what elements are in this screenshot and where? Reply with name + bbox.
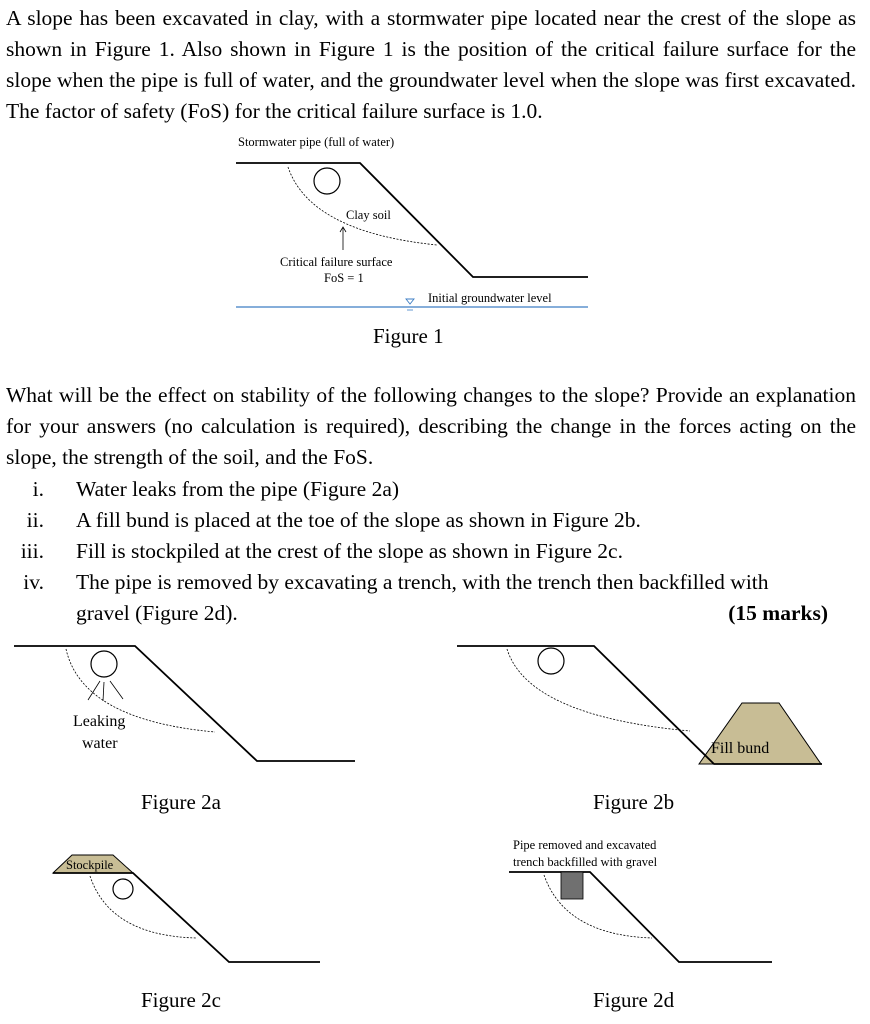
item-text: gravel (Figure 2d).	[76, 601, 238, 625]
intro-paragraph: A slope has been excavated in clay, with a stormwater pipe located near the crest of the slope as shown in Figure 1. Also shown in Figure 1 is the position of the critical failure surface for the slope when the pipe is full of water, and the groundwater level when the slope was first excavated. The factor of safety (FoS) for the critical failure surface is 1.0.	[6, 6, 856, 123]
ground-profile-2c	[53, 873, 320, 962]
pipe-label: Stormwater pipe (full of water)	[238, 135, 395, 149]
figure-1-caption: Figure 1	[373, 324, 444, 348]
ground-profile-2a	[14, 646, 355, 761]
gravel-trench	[561, 872, 583, 899]
item-number: i.	[32, 477, 44, 501]
trench-label-2: trench backfilled with gravel	[513, 855, 658, 869]
figure-2a	[14, 646, 355, 814]
leak-arrow-right	[110, 681, 123, 699]
failure-surface-2c	[90, 876, 197, 938]
question-paragraph: What will be the effect on stability of the following changes to the slope? Provide an explanation for your answers (no calculation is required), describing the change in the forces acting on the slope, the strength of the soil, and the FoS.	[6, 383, 856, 469]
item-number: ii.	[26, 508, 44, 532]
figure-2b-caption: Figure 2b	[593, 790, 675, 814]
gwl-label: Initial groundwater level	[428, 291, 552, 305]
pipe-circle-2c	[113, 879, 133, 899]
item-number: iii.	[20, 539, 44, 563]
leak-arrow-left	[88, 681, 100, 700]
figure-2b	[457, 646, 822, 814]
stockpile-label: Stockpile	[66, 858, 114, 872]
item-number: iv.	[23, 570, 44, 594]
marks-label: (15 marks)	[728, 601, 828, 625]
figure-2c	[53, 855, 320, 1012]
failure-surface-2d	[544, 875, 652, 938]
item-text: The pipe is removed by excavating a trench, with the trench then backfilled with	[76, 570, 769, 594]
figure-2d	[509, 838, 772, 1012]
surface-label: Critical failure surface	[280, 255, 393, 269]
figure-1	[236, 135, 588, 348]
leak-arrow-center	[103, 682, 104, 701]
pipe-circle-2a	[91, 651, 117, 677]
fill-bund-label: Fill bund	[711, 740, 770, 757]
pipe-circle	[314, 168, 340, 194]
failure-surface-curve	[288, 167, 437, 245]
item-text: A fill bund is placed at the toe of the slope as shown in Figure 2b.	[76, 508, 641, 532]
soil-label: Clay soil	[346, 208, 391, 222]
fos-label: FoS = 1	[324, 271, 364, 285]
item-text: Water leaks from the pipe (Figure 2a)	[76, 477, 400, 501]
water-table-symbol	[406, 299, 414, 304]
failure-surface-2b	[507, 649, 690, 731]
figure-2c-caption: Figure 2c	[141, 988, 221, 1012]
trench-label-1: Pipe removed and excavated	[513, 838, 657, 852]
water-label: water	[82, 735, 118, 752]
figure-2d-caption: Figure 2d	[593, 988, 675, 1012]
pipe-circle-2b	[538, 648, 564, 674]
leaking-label: Leaking	[73, 713, 126, 730]
item-text: Fill is stockpiled at the crest of the slope as shown in Figure 2c.	[76, 539, 623, 563]
figure-2a-caption: Figure 2a	[141, 790, 221, 814]
